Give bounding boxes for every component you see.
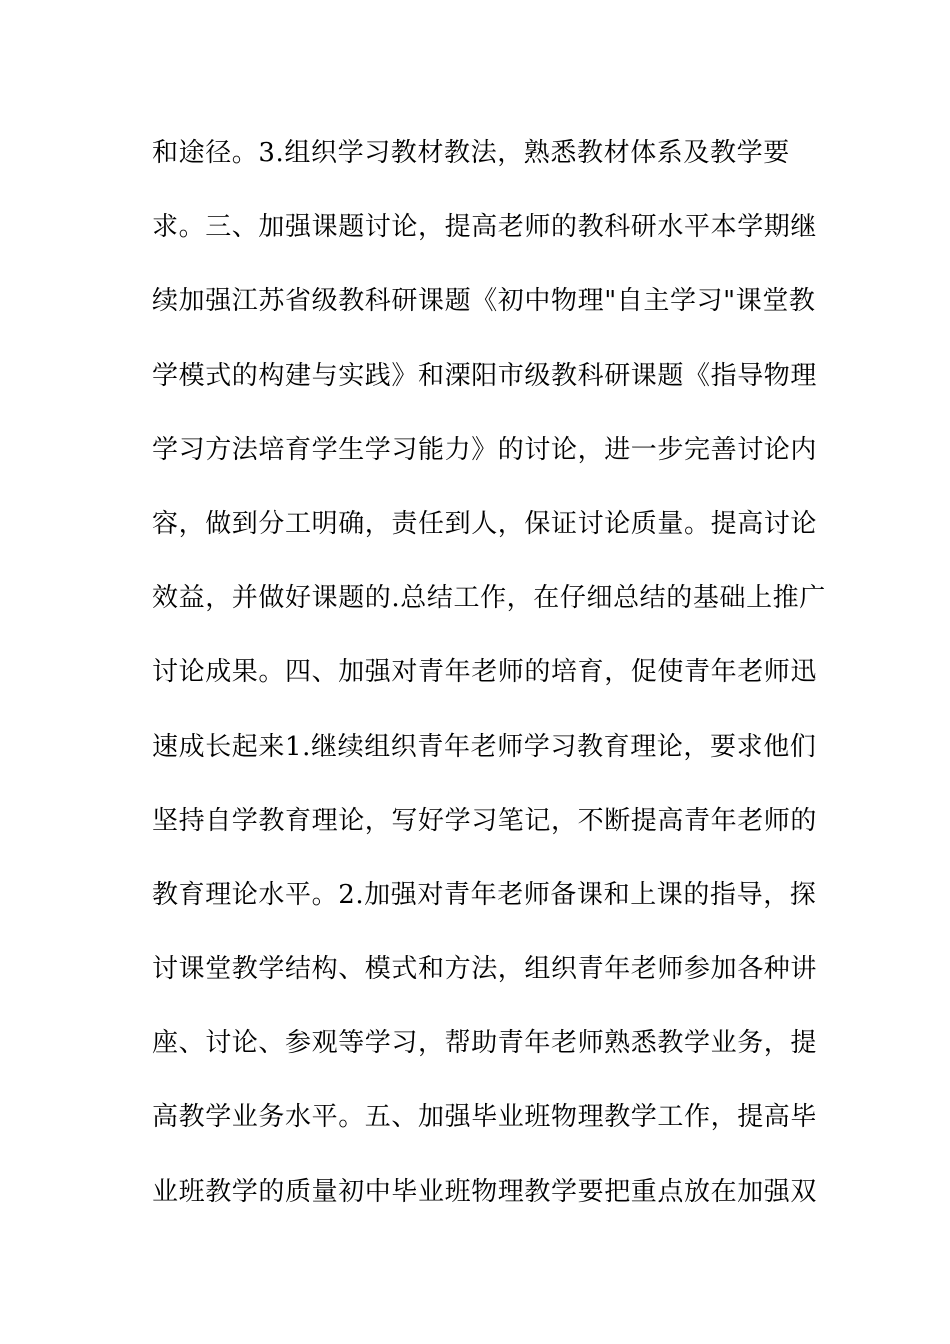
text-line: 续加强江苏省级教科研课题《初中物理"自主学习"课堂教 [152, 286, 816, 317]
text-line: 高教学业务水平。五、加强毕业班物理教学工作，提高毕 [152, 1102, 818, 1133]
text-line: 学模式的构建与实践》和溧阳市级教科研课题《指导物理 [152, 360, 818, 391]
text-line: 和途径。3.组织学习教材教法，熟悉教材体系及教学要 [152, 138, 790, 168]
text-line: 坚持自学教育理论，写好学习笔记，不断提高青年老师的 [152, 805, 818, 836]
text-line: 业班教学的质量初中毕业班物理教学要把重点放在加强双 [152, 1176, 818, 1207]
text-line: 座、讨论、参观等学习，帮助青年老师熟悉教学业务，提 [152, 1028, 818, 1059]
text-line: 教育理论水平。2.加强对青年老师备课和上课的指导，探 [152, 879, 817, 910]
body-text [152, 128, 826, 1241]
text-line: 效益，并做好课题的.总结工作，在仔细总结的基础上推广 [152, 583, 826, 614]
text-line: 速成长起来1.继续组织青年老师学习教育理论，要求他们 [152, 731, 817, 762]
text-line: 学习方法培育学生学习能力》的讨论，进一步完善讨论内 [152, 434, 818, 465]
text-line: 讨课堂教学结构、模式和方法，组织青年老师参加各种讲 [152, 954, 818, 985]
text-line: 讨论成果。四、加强对青年老师的培育，促使青年老师迅 [152, 657, 818, 688]
text-line: 容，做到分工明确，责任到人，保证讨论质量。提高讨论 [152, 508, 818, 539]
text-line: 求。三、加强课题讨论，提高老师的教科研水平本学期继 [152, 212, 818, 243]
